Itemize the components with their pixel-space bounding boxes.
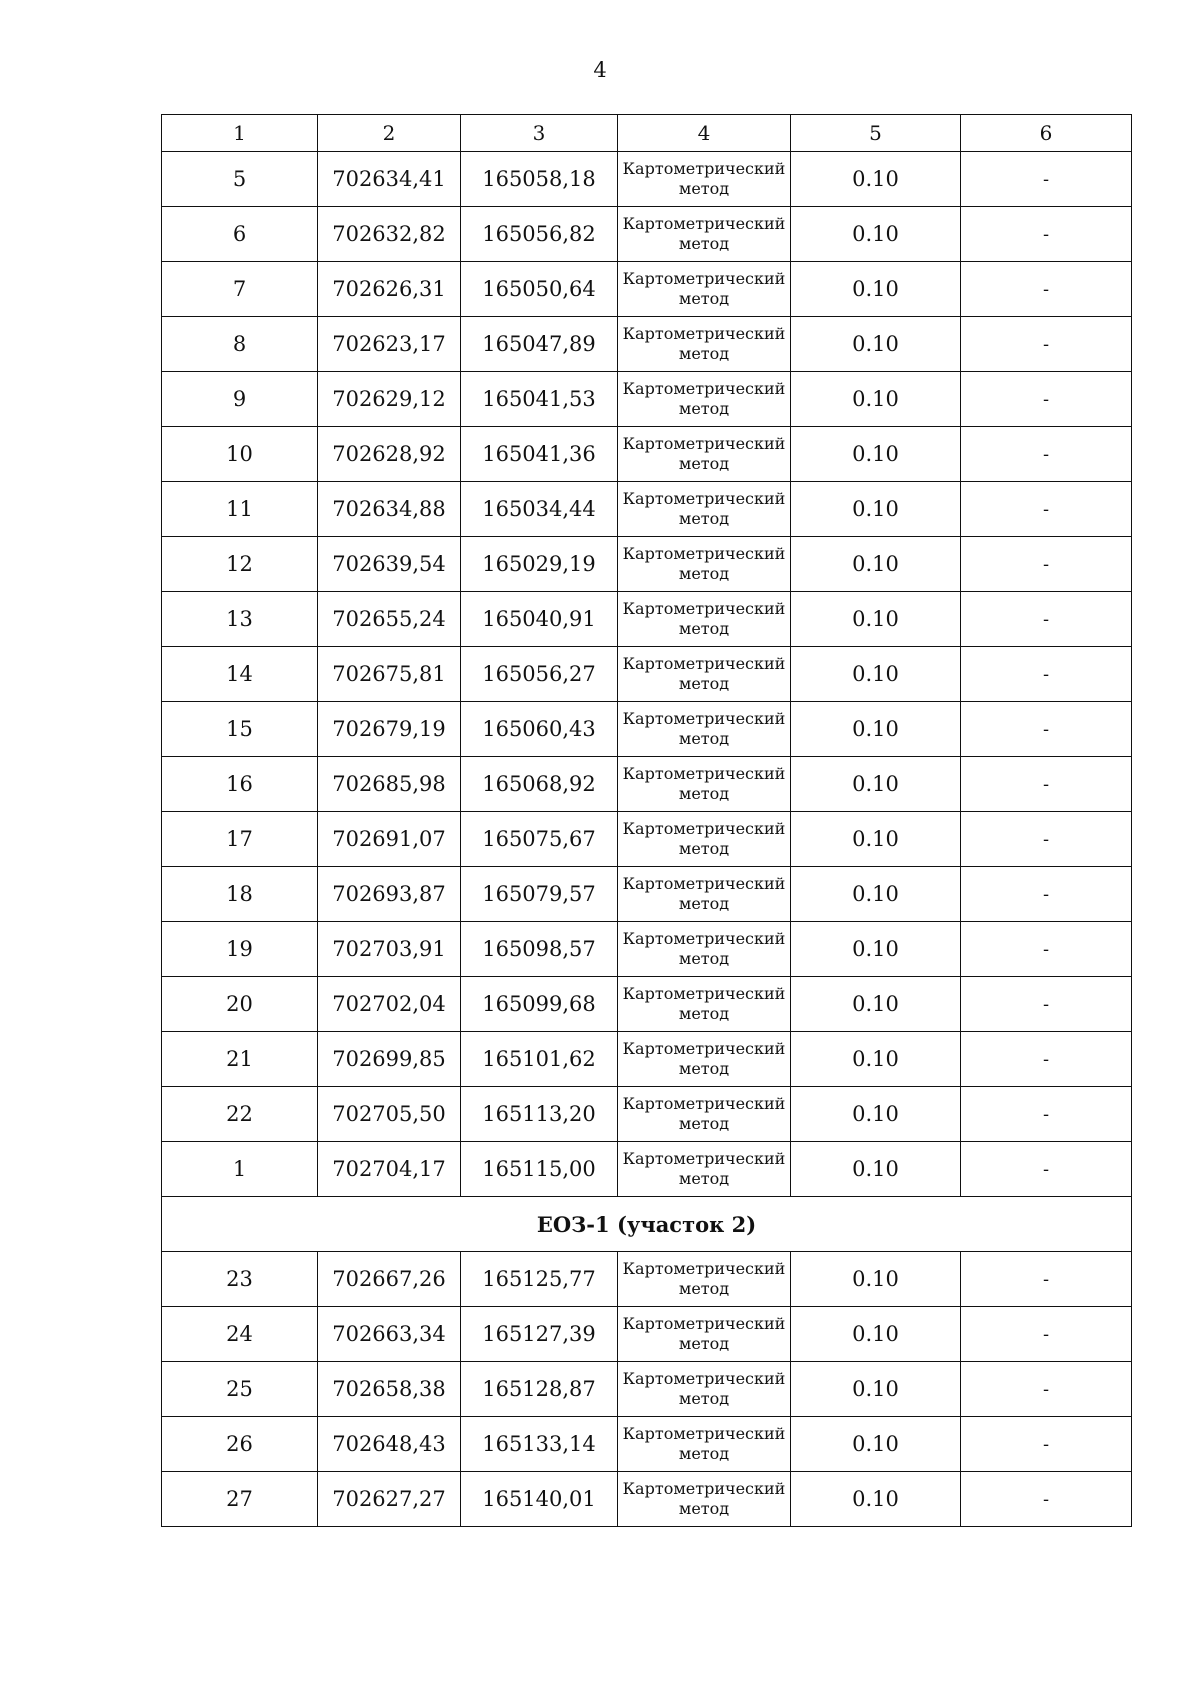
note-cell: - [961, 702, 1132, 757]
y-coordinate-cell: 165058,18 [461, 152, 618, 207]
point-number-cell: 5 [162, 152, 318, 207]
table-row [162, 592, 1132, 647]
accuracy-cell: 0.10 [791, 372, 961, 427]
coordinates-table-body [162, 115, 1132, 1527]
accuracy-cell: 0.10 [791, 977, 961, 1032]
accuracy-cell: 0.10 [791, 537, 961, 592]
accuracy-cell: 0.10 [791, 1362, 961, 1417]
table-row [162, 1307, 1132, 1362]
method-line-2: метод [678, 509, 730, 528]
method-line-1: Картометрический [622, 1094, 786, 1113]
method-cell [618, 262, 791, 317]
method-line-1: Картометрический [622, 214, 786, 233]
note-cell: - [961, 812, 1132, 867]
method-line-2: метод [678, 344, 730, 363]
point-number-cell: 17 [162, 812, 318, 867]
x-coordinate-cell: 702667,26 [318, 1252, 461, 1307]
method-line-1: Картометрический [622, 434, 786, 453]
method-line-2: метод [678, 619, 730, 638]
method-line-2: метод [678, 729, 730, 748]
method-line-2: метод [678, 179, 730, 198]
method-line-1: Картометрический [622, 379, 786, 398]
method-cell [618, 757, 791, 812]
table-row [162, 1252, 1132, 1307]
table-row [162, 152, 1132, 207]
method-cell [618, 1252, 791, 1307]
point-number-cell: 19 [162, 922, 318, 977]
table-row [162, 262, 1132, 317]
method-line-1: Картометрический [622, 764, 786, 783]
point-number-cell: 12 [162, 537, 318, 592]
method-line-2: метод [678, 1004, 730, 1023]
x-coordinate-cell: 702639,54 [318, 537, 461, 592]
y-coordinate-cell: 165125,77 [461, 1252, 618, 1307]
y-coordinate-cell: 165041,36 [461, 427, 618, 482]
table-row [162, 922, 1132, 977]
method-line-2: метод [678, 1389, 730, 1408]
x-coordinate-cell: 702634,41 [318, 152, 461, 207]
note-cell: - [961, 1307, 1132, 1362]
y-coordinate-cell: 165101,62 [461, 1032, 618, 1087]
accuracy-cell: 0.10 [791, 592, 961, 647]
method-cell [618, 1032, 791, 1087]
method-cell [618, 207, 791, 262]
table-row [162, 1032, 1132, 1087]
method-line-2: метод [678, 839, 730, 858]
method-line-1: Картометрический [622, 819, 786, 838]
method-line-1: Картометрический [622, 874, 786, 893]
method-line-1: Картометрический [622, 1479, 786, 1498]
section-title: ЕОЗ-1 (участок 2) [162, 1197, 1132, 1252]
accuracy-cell: 0.10 [791, 1142, 961, 1197]
note-cell: - [961, 207, 1132, 262]
table-row [162, 1417, 1132, 1472]
point-number-cell: 25 [162, 1362, 318, 1417]
y-coordinate-cell: 165127,39 [461, 1307, 618, 1362]
method-cell [618, 317, 791, 372]
method-cell [618, 977, 791, 1032]
point-number-cell: 24 [162, 1307, 318, 1362]
y-coordinate-cell: 165098,57 [461, 922, 618, 977]
method-line-2: метод [678, 674, 730, 693]
point-number-cell: 26 [162, 1417, 318, 1472]
method-line-1: Картометрический [622, 599, 786, 618]
note-cell: - [961, 757, 1132, 812]
table-row [162, 702, 1132, 757]
accuracy-cell: 0.10 [791, 922, 961, 977]
y-coordinate-cell: 165029,19 [461, 537, 618, 592]
table-row [162, 977, 1132, 1032]
x-coordinate-cell: 702628,92 [318, 427, 461, 482]
method-line-2: метод [678, 1059, 730, 1078]
point-number-cell: 23 [162, 1252, 318, 1307]
method-cell [618, 867, 791, 922]
x-coordinate-cell: 702658,38 [318, 1362, 461, 1417]
table-row [162, 1087, 1132, 1142]
method-line-1: Картометрический [622, 984, 786, 1003]
accuracy-cell: 0.10 [791, 1032, 961, 1087]
y-coordinate-cell: 165068,92 [461, 757, 618, 812]
method-cell [618, 922, 791, 977]
y-coordinate-cell: 165060,43 [461, 702, 618, 757]
point-number-cell: 16 [162, 757, 318, 812]
method-line-2: метод [678, 1169, 730, 1188]
method-line-2: метод [678, 784, 730, 803]
method-line-2: метод [678, 1114, 730, 1133]
method-line-1: Картометрический [622, 1149, 786, 1168]
method-cell [618, 647, 791, 702]
header-cell-5: 5 [791, 115, 961, 152]
y-coordinate-cell: 165133,14 [461, 1417, 618, 1472]
point-number-cell: 9 [162, 372, 318, 427]
table-row [162, 317, 1132, 372]
method-cell [618, 592, 791, 647]
method-cell [618, 1417, 791, 1472]
method-line-2: метод [678, 1444, 730, 1463]
y-coordinate-cell: 165113,20 [461, 1087, 618, 1142]
table-row [162, 867, 1132, 922]
method-line-1: Картометрический [622, 544, 786, 563]
table-row [162, 812, 1132, 867]
accuracy-cell: 0.10 [791, 702, 961, 757]
method-line-2: метод [678, 1334, 730, 1353]
y-coordinate-cell: 165040,91 [461, 592, 618, 647]
table-row [162, 1472, 1132, 1527]
header-cell-2: 2 [318, 115, 461, 152]
accuracy-cell: 0.10 [791, 482, 961, 537]
header-cell-1: 1 [162, 115, 318, 152]
point-number-cell: 27 [162, 1472, 318, 1527]
x-coordinate-cell: 702703,91 [318, 922, 461, 977]
coordinates-table [161, 114, 1132, 1527]
note-cell: - [961, 152, 1132, 207]
method-line-1: Картометрический [622, 489, 786, 508]
table-row [162, 537, 1132, 592]
accuracy-cell: 0.10 [791, 1307, 961, 1362]
y-coordinate-cell: 165099,68 [461, 977, 618, 1032]
accuracy-cell: 0.10 [791, 757, 961, 812]
x-coordinate-cell: 702629,12 [318, 372, 461, 427]
point-number-cell: 8 [162, 317, 318, 372]
method-line-1: Картометрический [622, 709, 786, 728]
method-cell [618, 812, 791, 867]
y-coordinate-cell: 165047,89 [461, 317, 618, 372]
method-cell [618, 372, 791, 427]
method-line-2: метод [678, 1279, 730, 1298]
x-coordinate-cell: 702699,85 [318, 1032, 461, 1087]
point-number-cell: 15 [162, 702, 318, 757]
method-cell [618, 537, 791, 592]
accuracy-cell: 0.10 [791, 152, 961, 207]
point-number-cell: 7 [162, 262, 318, 317]
method-cell [618, 1087, 791, 1142]
accuracy-cell: 0.10 [791, 1252, 961, 1307]
accuracy-cell: 0.10 [791, 812, 961, 867]
header-cell-6: 6 [961, 115, 1132, 152]
method-line-1: Картометрический [622, 1259, 786, 1278]
accuracy-cell: 0.10 [791, 207, 961, 262]
note-cell: - [961, 1142, 1132, 1197]
x-coordinate-cell: 702663,34 [318, 1307, 461, 1362]
method-line-2: метод [678, 289, 730, 308]
x-coordinate-cell: 702705,50 [318, 1087, 461, 1142]
note-cell: - [961, 1252, 1132, 1307]
point-number-cell: 1 [162, 1142, 318, 1197]
point-number-cell: 13 [162, 592, 318, 647]
y-coordinate-cell: 165079,57 [461, 867, 618, 922]
method-line-2: метод [678, 949, 730, 968]
x-coordinate-cell: 702634,88 [318, 482, 461, 537]
method-line-1: Картометрический [622, 654, 786, 673]
header-cell-3: 3 [461, 115, 618, 152]
method-line-2: метод [678, 564, 730, 583]
method-line-1: Картометрический [622, 1369, 786, 1388]
method-line-2: метод [678, 1499, 730, 1518]
point-number-cell: 10 [162, 427, 318, 482]
x-coordinate-cell: 702626,31 [318, 262, 461, 317]
y-coordinate-cell: 165075,67 [461, 812, 618, 867]
note-cell: - [961, 1032, 1132, 1087]
note-cell: - [961, 262, 1132, 317]
y-coordinate-cell: 165050,64 [461, 262, 618, 317]
y-coordinate-cell: 165034,44 [461, 482, 618, 537]
x-coordinate-cell: 702685,98 [318, 757, 461, 812]
x-coordinate-cell: 702693,87 [318, 867, 461, 922]
method-line-2: метод [678, 454, 730, 473]
note-cell: - [961, 482, 1132, 537]
note-cell: - [961, 537, 1132, 592]
x-coordinate-cell: 702691,07 [318, 812, 461, 867]
table-row [162, 1362, 1132, 1417]
x-coordinate-cell: 702627,27 [318, 1472, 461, 1527]
accuracy-cell: 0.10 [791, 647, 961, 702]
accuracy-cell: 0.10 [791, 317, 961, 372]
method-cell [618, 482, 791, 537]
table-row [162, 482, 1132, 537]
accuracy-cell: 0.10 [791, 427, 961, 482]
method-cell [618, 1362, 791, 1417]
method-line-1: Картометрический [622, 1314, 786, 1333]
point-number-cell: 20 [162, 977, 318, 1032]
x-coordinate-cell: 702704,17 [318, 1142, 461, 1197]
x-coordinate-cell: 702648,43 [318, 1417, 461, 1472]
y-coordinate-cell: 165140,01 [461, 1472, 618, 1527]
point-number-cell: 6 [162, 207, 318, 262]
accuracy-cell: 0.10 [791, 262, 961, 317]
accuracy-cell: 0.10 [791, 1472, 961, 1527]
x-coordinate-cell: 702655,24 [318, 592, 461, 647]
point-number-cell: 18 [162, 867, 318, 922]
method-line-1: Картометрический [622, 269, 786, 288]
method-cell [618, 1142, 791, 1197]
accuracy-cell: 0.10 [791, 867, 961, 922]
x-coordinate-cell: 702675,81 [318, 647, 461, 702]
y-coordinate-cell: 165115,00 [461, 1142, 618, 1197]
note-cell: - [961, 647, 1132, 702]
table-row [162, 207, 1132, 262]
table-row [162, 427, 1132, 482]
method-cell [618, 152, 791, 207]
method-line-1: Картометрический [622, 324, 786, 343]
point-number-cell: 14 [162, 647, 318, 702]
note-cell: - [961, 922, 1132, 977]
x-coordinate-cell: 702679,19 [318, 702, 461, 757]
method-line-1: Картометрический [622, 1039, 786, 1058]
method-line-2: метод [678, 894, 730, 913]
method-cell [618, 1472, 791, 1527]
section-title-row [162, 1197, 1132, 1252]
table-row [162, 1142, 1132, 1197]
point-number-cell: 21 [162, 1032, 318, 1087]
table-header-row [162, 115, 1132, 152]
y-coordinate-cell: 165128,87 [461, 1362, 618, 1417]
x-coordinate-cell: 702623,17 [318, 317, 461, 372]
point-number-cell: 22 [162, 1087, 318, 1142]
method-line-2: метод [678, 399, 730, 418]
method-cell [618, 1307, 791, 1362]
method-line-1: Картометрический [622, 929, 786, 948]
header-cell-4: 4 [618, 115, 791, 152]
note-cell: - [961, 1362, 1132, 1417]
page-number: 4 [593, 58, 607, 82]
note-cell: - [961, 977, 1132, 1032]
y-coordinate-cell: 165056,27 [461, 647, 618, 702]
method-line-2: метод [678, 234, 730, 253]
note-cell: - [961, 317, 1132, 372]
note-cell: - [961, 1417, 1132, 1472]
note-cell: - [961, 592, 1132, 647]
note-cell: - [961, 1087, 1132, 1142]
y-coordinate-cell: 165041,53 [461, 372, 618, 427]
x-coordinate-cell: 702702,04 [318, 977, 461, 1032]
method-cell [618, 427, 791, 482]
method-cell [618, 702, 791, 757]
x-coordinate-cell: 702632,82 [318, 207, 461, 262]
method-line-1: Картометрический [622, 1424, 786, 1443]
note-cell: - [961, 867, 1132, 922]
table-row [162, 647, 1132, 702]
table-row [162, 372, 1132, 427]
method-line-1: Картометрический [622, 159, 786, 178]
note-cell: - [961, 1472, 1132, 1527]
accuracy-cell: 0.10 [791, 1087, 961, 1142]
table-row [162, 757, 1132, 812]
accuracy-cell: 0.10 [791, 1417, 961, 1472]
y-coordinate-cell: 165056,82 [461, 207, 618, 262]
note-cell: - [961, 372, 1132, 427]
note-cell: - [961, 427, 1132, 482]
point-number-cell: 11 [162, 482, 318, 537]
